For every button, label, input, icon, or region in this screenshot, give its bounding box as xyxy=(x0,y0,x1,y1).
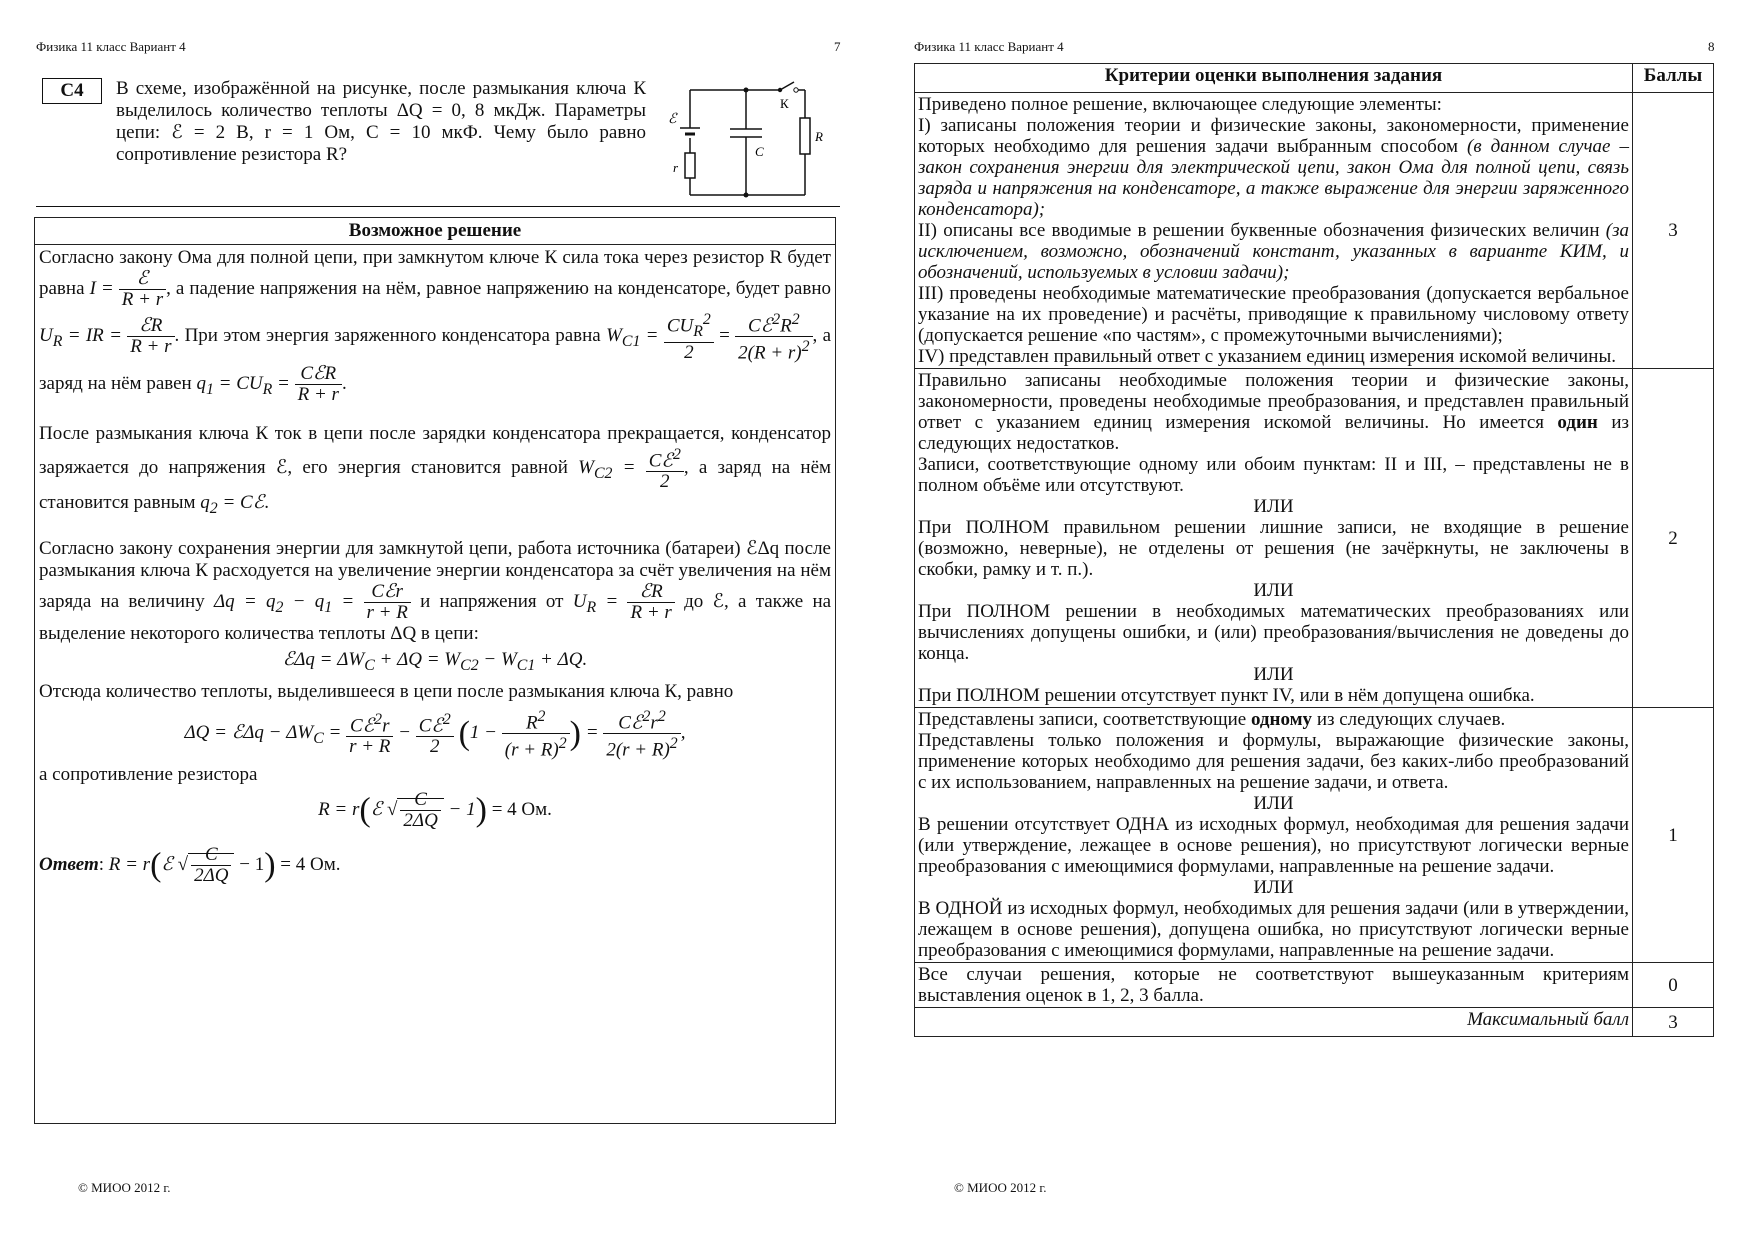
max-score-label: Максимальный балл xyxy=(915,1008,1633,1037)
criteria-row-0: Все случаи решения, которые не соответствуют вышеуказанным критериям выставления оценок в 1, 2, 3 балла. 0 xyxy=(915,963,1714,1008)
solution-title: Возможное решение xyxy=(35,218,835,245)
solution-paragraph-3: Согласно закону сохранения энергии для замкнутой цепи, работа источника (батареи) ℰΔq после размыкания ключа К расходуется на увеличение энергии конденсатора за счёт увеличения на нём заряда на величину $\Delta q = q_2 - q_1$ = $\frac{\text{Cℰr}}{r + R}$ и напряжения от $U_R$ = $\frac{\text{ℰR}}{R + r}$ до ℰ, а также на выделение некоторого количества теплоты ΔQ в цепи: xyxy=(39,537,832,644)
fraction: $\frac{\text{CℰR}}{R + r}$ xyxy=(295,364,342,405)
fraction: $\frac{Cℰ^2}{2}$ xyxy=(646,445,684,492)
criteria-table xyxy=(914,63,1714,1037)
circuit-emf-label: ℰ xyxy=(668,112,677,127)
criteria-header-row xyxy=(915,64,1714,93)
fraction: $\frac{Cℰ^2r^2}{2(r + R)^2}$ xyxy=(603,707,680,761)
criteria-row-1: Представлены записи, соответствующие одному из следующих случаев. Представлены только положения и формулы, выражающие физические законы, применение которых необходимо для решения задачи, без каких-либо преобразований с их использованием, направленных на решение задачи, и ответа. ИЛИ В решении отсутствует ОДНА из исходных формул, необходимая для решения задачи (или утверждение, лежащее в основе решения), но присутствуют логически верные преобразования с имеющимися формулами, направленные на решение задачи. ИЛИ В ОДНОЙ из исходных формул, необходимых для решения задачи (или в утверждении, лежащем в основе решения), допущена ошибка, но присутствуют логически верные преобразования с имеющимися формулами, направленные на решение задачи. 1 xyxy=(915,708,1714,963)
right-header: Физика 11 класс Вариант 4 xyxy=(914,39,1064,54)
fraction: $\frac{\text{Cℰr}}{r + R}$ xyxy=(364,582,411,623)
max-score-row xyxy=(915,1008,1714,1037)
criteria-row-2: Правильно записаны необходимые положения теории и физические законы, закономерности, проведены необходимые преобразования, и представлен правильный ответ с указанием единиц измерения искомой величины. Но имеется один из следующих недостатков. Записи, соответствующие одному или обоим пунктам: II и III, – представлены не в полном объёме или отсутствуют. ИЛИ При ПОЛНОМ правильном решении лишние записи, не входящие в решение (возможно, неверные), не отделены от решения (не зачёркнуты, не заключены в скобки, рамку и т. п.). ИЛИ При ПОЛНОМ решении в необходимых математических преобразованиях или вычислениях допущены ошибки, и (или) преобразования/вычисления не доведены до конца. ИЛИ При ПОЛНОМ решении отсутствует пункт IV, или в нём допущена ошибка. 2 xyxy=(915,369,1714,708)
left-header: Физика 11 класс Вариант 4 xyxy=(36,39,186,54)
circuit-c-label: C xyxy=(755,144,764,159)
max-score-value: 3 xyxy=(1633,1008,1714,1037)
circuit-k-label: К xyxy=(780,96,789,111)
fraction: $\frac{Cℰ^2r}{r + R}$ xyxy=(346,710,393,757)
task-text: В схеме, изображённой на рисунке, после размыкания ключа К выделилось количество теплоты ΔQ = 0, 8 мкДж. Параметры цепи: ℰ = 2 В, r = 1 Ом, С = 10 мкФ. Чему было равно сопротивление резистора R? xyxy=(116,78,646,165)
heat-equation: ΔQ = ℰΔq − $\Delta W_C$ = $\frac{Cℰ^2r}{r + R}$ − $\frac{Cℰ^2}{2}$ (1 − $\frac{R^2}{(r + R)^2}$ ) = $\frac{Cℰ^2r^2}{2(r + R)^2}$ , xyxy=(184,707,686,761)
fraction: $\frac{R^2}{(r + R)^2}$ xyxy=(502,707,570,761)
task-id: С4 xyxy=(42,78,102,104)
score-cell: 1 xyxy=(1633,708,1714,963)
left-page-number: 7 xyxy=(834,39,841,54)
fraction: $\frac{\text{ℰ}}{R + r}$ xyxy=(119,269,166,310)
score-column-header: Баллы xyxy=(1633,64,1714,93)
left-footer: © МИОО 2012 г. xyxy=(78,1180,171,1195)
score-cell: 0 xyxy=(1633,963,1714,1008)
score-cell: 3 xyxy=(1633,93,1714,369)
resistance-equation: R = r(ℰ √ $\frac{C}{2\Delta Q}$ − 1) = 4 Ом. xyxy=(318,789,552,832)
solution-paragraph-4: Отсюда количество теплоты, выделившееся в цепи после размыкания ключа К, равно xyxy=(39,680,734,702)
score-cell: 2 xyxy=(1633,369,1714,708)
fraction: $\frac{CU_R^2}{2}$ xyxy=(664,310,714,363)
circuit-diagram xyxy=(660,78,830,202)
solution-paragraph-2: После размыкания ключа К ток в цепи после зарядки конденсатора прекращается, конденсатор заряжается до напряжения ℰ, его энергия становится равной $W_{C2}$ = $\frac{Cℰ^2}{2}$ , а заряд на нём становится равным $q_2$ = Cℰ. xyxy=(39,422,832,517)
fraction: $\frac{Cℰ^2R^2}{2(R + r)^2}$ xyxy=(735,310,812,364)
fraction: $\frac{\text{ℰR}}{R + r}$ xyxy=(127,316,174,357)
solution-box xyxy=(34,217,836,1124)
solution-body xyxy=(35,245,835,892)
criteria-row-3: Приведено полное решение, включающее следующие элементы: I) записаны положения теории и физические законы, закономерности, применение которых необходимо для решения задачи выбранным способом (в данном случае – закон сохранения энергии для электрической цепи, закон Ома для полной цепи, связь заряда и напряжения на конденсаторе, а также выражение для энергии заряженного конденсатора); II) описаны все вводимые в решении буквенные обозначения физических величин (за исключением, возможно, обозначений констант, указанных в варианте КИМ, и обозначений, используемых в условии задачи); III) проведены необходимые математические преобразования (допускается вербальное указание на их проведение) и расчёты, приводящие к правильному числовому ответу (допускается решение «по частям», с промежуточными вычислениями); IV) представлен правильный ответ с указанием единиц измерения искомой величины. 3 xyxy=(915,93,1714,369)
fraction: $\frac{\text{ℰR}}{R + r}$ xyxy=(627,582,674,623)
circuit-r-label: r xyxy=(673,160,679,175)
circuit-resistor-label: R xyxy=(815,129,823,144)
fraction: $\frac{C}{2\Delta Q}$ xyxy=(191,845,231,886)
right-page-number: 8 xyxy=(1708,39,1715,54)
solution-paragraph-5: а сопротивление резистора xyxy=(39,764,258,786)
criteria-column-header: Критерии оценки выполнения задания xyxy=(915,64,1633,93)
fraction: $\frac{Cℰ^2}{2}$ xyxy=(416,710,454,757)
solution-paragraph-1: Согласно закону Ома для полной цепи, при замкнутом ключе К сила тока через резистор R будет равна I = $\frac{\text{ℰ}}{R + r}$ , а падение напряжения на нём, равное напряжению на конденсаторе, будет равно $U_R$ = IR = $\frac{\text{ℰR}}{R + r}$ . При этом энергия заряженного конденсатора равна $W_{C1}$ = $\frac{CU_R^2}{2}$ = $\frac{Cℰ^2R^2}{2(R + r)^2}$ , а заряд на нём равен $q_1 = CU_R$ = $\frac{\text{CℰR}}{R + r}$ . xyxy=(39,247,832,405)
fraction: $\frac{C}{2\Delta Q}$ xyxy=(400,790,440,831)
answer-line: Ответ: R = r(ℰ √ $\frac{C}{2\Delta Q}$ − 1) = 4 Ом. xyxy=(39,844,341,887)
task-divider xyxy=(36,206,840,207)
energy-equation: ℰΔq = $\Delta W_C + \Delta Q = W_{C2} - W_{C1} + \Delta Q$. xyxy=(282,648,588,674)
right-footer: © МИОО 2012 г. xyxy=(954,1180,1047,1195)
